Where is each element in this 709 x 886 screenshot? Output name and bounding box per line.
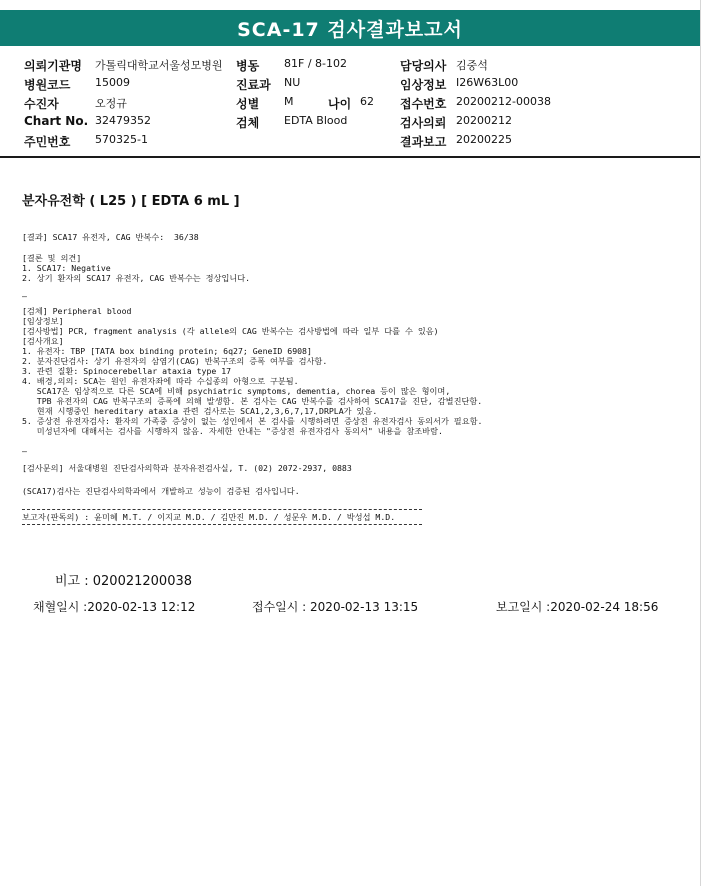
specimen-value: EDTA Blood — [284, 114, 348, 127]
received-datetime: 접수일시 : 2020-02-13 13:15 — [252, 600, 419, 614]
overview-item-5b: 미성년자에 대해서는 검사를 시행하지 않음. 자세한 안내는 "증상전 유전자검사 동의서" 내용을 참조바람. — [22, 426, 443, 436]
doctor-label: 담당의사 — [400, 59, 447, 73]
remark: 비고 : 020021200038 — [55, 574, 193, 589]
sex-label: 성별 — [236, 97, 260, 111]
dashed-rule-top — [22, 509, 422, 510]
ward-value: 81F / 8-102 — [284, 57, 347, 70]
id-label: 주민번호 — [24, 135, 71, 149]
opinion-item-2: 2. 상기 환자의 SCA17 유전자, CAG 반복수는 정상입니다. — [22, 273, 251, 283]
request-value: 20200212 — [456, 114, 512, 127]
overview-item-4d: 현재 시행중인 hereditary ataxia 관련 검사로는 SCA1,2,3,6,7,17,DRPLA가 있음. — [22, 406, 378, 416]
specimen-label: 검체 — [236, 116, 260, 130]
overview-item-4b: SCA17은 임상적으로 다른 SCA에 비해 psychiatric symptoms, dementia, chorea 등이 많은 형이며, — [22, 386, 451, 396]
overview-header: [검사개요] — [22, 336, 64, 346]
overview-item-4: 4. 배경,의의: SCA는 원인 유전자좌에 따라 수십종의 아형으로 구분됨. — [22, 376, 299, 386]
overview-item-5: 5. 증상전 유전자검사: 환자의 가족중 증상이 없는 성인에서 본 검사를 시행하려면 증상전 유전자검사 동의서가 필요함. — [22, 416, 483, 426]
reporter-line: 보고자(판독의) : 윤미혜 M.T. / 이지교 M.D. / 김만진 M.D. / 성문우 M.D. / 박성섭 M.D. — [22, 512, 396, 522]
opinion-item-1: 1. SCA17: Negative — [22, 263, 111, 273]
validated-line: (SCA17)검사는 진단검사의학과에서 개발하고 성능이 검증된 검사입니다. — [22, 486, 300, 496]
specimen-line: [검체] Peripheral blood — [22, 306, 132, 316]
info-row-4 — [0, 114, 700, 134]
ward-label: 병동 — [236, 59, 260, 73]
hospital-value: 가톨릭대학교서울성모병원 — [95, 59, 223, 72]
collected-datetime: 채혈일시 :2020-02-13 12:12 — [33, 600, 196, 614]
opinion-header: [결론 및 의견] — [22, 253, 82, 263]
title-bar — [0, 10, 700, 46]
report-label: 결과보고 — [400, 135, 447, 149]
hospital-label: 의뢰기관명 — [24, 59, 82, 73]
age-label: 나이 — [328, 97, 352, 111]
doctor-value: 김중석 — [456, 59, 488, 72]
patient-value: 오정규 — [95, 97, 127, 110]
dashed-rule-bottom — [22, 524, 422, 525]
clinical-value: I26W63L00 — [456, 76, 519, 89]
receipt-label: 접수번호 — [400, 97, 447, 111]
overview-item-4c: TPB 유전자의 CAG 반복구조의 증폭에 의해 발생함. 본 검사는 CAG 반복수를 검사하여 SCA17을 진단, 감별진단함. — [22, 396, 483, 406]
chart-label: Chart No. — [24, 114, 89, 128]
hospcode-value: 15009 — [95, 76, 130, 89]
overview-item-1: 1. 유전자: TBP [TATA box binding protein; 6q27; GeneID 6908] — [22, 346, 312, 356]
report-value: 20200225 — [456, 133, 512, 146]
hospcode-label: 병원코드 — [24, 78, 71, 92]
dept-value: NU — [284, 76, 301, 89]
age-value: 62 — [360, 95, 374, 108]
info-row-3 — [0, 95, 700, 115]
inquiry-line: [검사문의] 서울대병원 진단검사의학과 분자유전검사실, T. (02) 2072-2937, 0883 — [22, 463, 352, 473]
info-row-5 — [0, 133, 700, 153]
header-divider — [0, 156, 700, 158]
receipt-value: 20200212-00038 — [456, 95, 551, 108]
clinical-line: [임상정보] — [22, 316, 64, 326]
info-row-2 — [0, 76, 700, 96]
divider-dash-2: — — [22, 446, 27, 456]
info-row-1 — [0, 57, 700, 77]
section-title: 분자유전학 ( L25 ) [ EDTA 6 mL ] — [22, 194, 240, 209]
clinical-label: 임상정보 — [400, 78, 447, 92]
sex-value: M — [284, 95, 294, 108]
request-label: 검사의뢰 — [400, 116, 447, 130]
page-edge — [700, 0, 701, 886]
chart-value: 32479352 — [95, 114, 151, 127]
overview-item-2: 2. 분자진단검사: 상기 유전자의 삼염기(CAG) 반복구조의 증폭 여부를 검사함. — [22, 356, 328, 366]
method-line: [검사방법] PCR, fragment analysis (각 allele의 CAG 반복수는 검사방법에 따라 일부 다를 수 있음) — [22, 326, 439, 336]
overview-item-3: 3. 관련 질환: Spinocerebellar ataxia type 17 — [22, 366, 232, 376]
dept-label: 진료과 — [236, 78, 271, 92]
id-value: 570325-1 — [95, 133, 148, 146]
result-line: [결과] SCA17 유전자, CAG 반복수: 36/38 — [22, 232, 199, 242]
patient-label: 수진자 — [24, 97, 59, 111]
report-title: SCA-17 검사결과보고서 — [237, 18, 463, 41]
divider-dash-1: — — [22, 291, 27, 301]
reported-datetime: 보고일시 :2020-02-24 18:56 — [496, 600, 659, 614]
